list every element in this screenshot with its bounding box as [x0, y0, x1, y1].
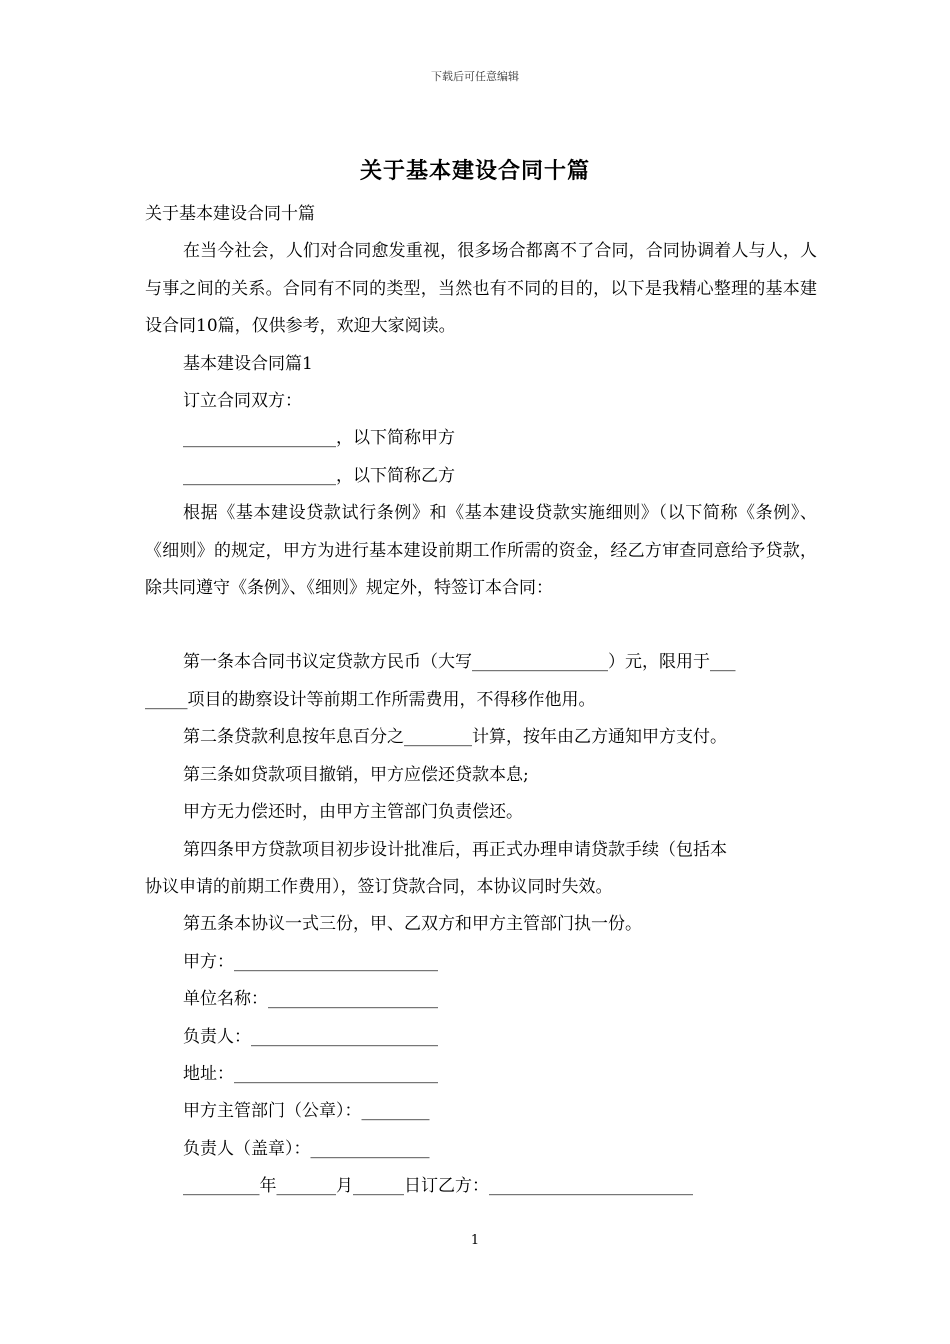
article-3: 第三条如贷款项目撤销，甲方应偿还贷款本息;	[183, 764, 529, 785]
article-4-line-1: 第四条甲方贷款项目初步设计批准后，再正式办理申请贷款手续（包括本	[183, 839, 727, 860]
signature-party-a: 甲方：________________________	[183, 951, 438, 972]
article-1-line-2: _____项目的勘察设计等前期工作所需费用，不得移作他用。	[145, 689, 596, 710]
parties-label: 订立合同双方：	[183, 391, 302, 412]
document-title: 关于基本建设合同十篇	[359, 158, 590, 184]
page-number: 1	[470, 1233, 480, 1248]
article-2: 第二条贷款利息按年息百分之________计算，按年由乙方通知甲方支付。	[183, 727, 727, 748]
signature-responsible: 负责人：______________________	[183, 1026, 438, 1047]
article-3-continued: 甲方无力偿还时，由甲方主管部门负责偿还。	[183, 802, 523, 823]
section-heading: 基本建设合同篇1	[183, 353, 313, 374]
article-5: 第五条本协议一式三份，甲、乙双方和甲方主管部门执一份。	[183, 914, 642, 935]
intro-paragraph: 在当今社会，人们对合同愈发重视，很多场合都离不了合同，合同协调着人与人，人与事之间的关系。合同有不同的类型，当然也有不同的目的，以下是我精心整理的基本建设合同10篇，仅供参考，欢迎大家阅读。	[145, 241, 817, 337]
paragraph-gap	[145, 607, 817, 644]
document-body	[145, 196, 817, 1206]
signature-dept-seal: 甲方主管部门（公章）：________	[183, 1101, 430, 1122]
party-a-line: __________________，以下简称甲方	[183, 428, 455, 449]
article-1-line-1: 第一条本合同书议定贷款方民币（大写________________）元，限用于___	[183, 652, 736, 673]
signature-date-line: _________年_______月______日订乙方：________________________	[183, 1176, 693, 1197]
article-4-line-2: 协议申请的前期工作费用），签订贷款合同，本协议同时失效。	[145, 876, 613, 897]
header-note: 下载后可任意编辑	[431, 70, 519, 83]
party-b-line: __________________，以下简称乙方	[183, 465, 455, 486]
signature-address: 地址：________________________	[183, 1063, 438, 1084]
preamble-paragraph: 根据《基本建设贷款试行条例》和《基本建设贷款实施细则》（以下简称《条例》、《细则》的规定，甲方为进行基本建设前期工作所需的资金，经乙方审查同意给予贷款，除共同遵守《条例》、《细则》规定外，特签订本合同：	[145, 503, 817, 599]
document-subtitle: 关于基本建设合同十篇	[145, 204, 315, 224]
signature-responsible-seal: 负责人（盖章）：______________	[183, 1138, 430, 1159]
signature-unit-name: 单位名称：____________________	[183, 989, 438, 1010]
